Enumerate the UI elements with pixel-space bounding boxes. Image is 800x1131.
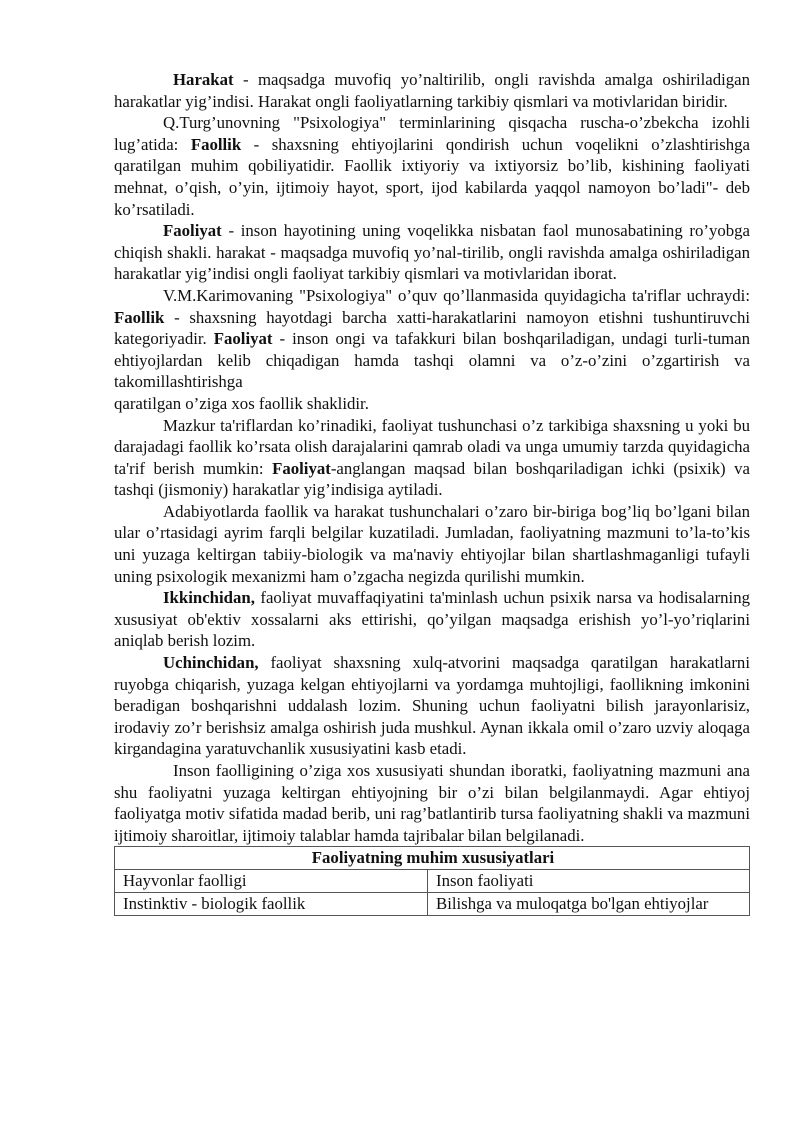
paragraph-text: Mazkur ta'riflardan ko’rinadiki, faoliyat tushunchasi o’z tarkibiga shaxsning u yoki bu darajadagi faollik ko’rsata olish darajalarini qamrab oladi va unga umumiy tarzda quyidagicha ta'rif berish mumkin:	[114, 415, 750, 478]
properties-table	[114, 846, 750, 916]
paragraph-text: qaratilgan o’ziga xos faollik shaklidir.	[114, 393, 369, 413]
bold-term: Uchinchidan,	[163, 653, 259, 673]
paragraph-text: V.M.Karimovaning "Psixologiya" o’quv qo’llanmasida quyidagicha ta'riflar uchraydi:	[163, 285, 750, 305]
paragraph-text: faoliyat muvaffaqiyatini ta'minlash uchun psixik narsa va hodisalarning xususiyat ob'ektiv xossalarni aks ettirishi, qo’yilgan maqsadga erishish yo’l-yo’riqlarini aniqlab berish lozim.	[114, 588, 750, 651]
table-cell: Inson faoliyati	[428, 870, 750, 893]
bold-term: Ikkinchidan,	[163, 588, 255, 608]
paragraph-text: - shaxsning ehtiyojlarini qondirish uchun voqelikni o’zlashtirishga qaratilgan muhim qobiliyatidir. Faollik ixtiyoriy va ixtiyorsiz bo’lib, kishining faoliyati mehnat, o’qish, o’yin, ijtimoiy hayot, sport, ijod kabilarda yaqqol namoyon bo’ladi"- deb ko’rsatiladi.	[114, 134, 750, 219]
paragraph-text: - inson hayotining uning voqelikka nisbatan faol munosabatining ro’yobga chiqish shakli. harakat - maqsadga muvofiq yo’nal-tirilib, ongli ravishda amalga oshiriladigan harakatlar yig’indisi ongli faoliyat tarkibiy qismlari va motivlaridan iborat.	[114, 221, 750, 284]
document-body	[114, 69, 750, 846]
paragraph-text: - shaxsning hayotdagi barcha xatti-harakatlarini namoyon etishni tushuntiruvchi kategoriyadir.	[114, 307, 750, 349]
bold-term: Faollik	[114, 307, 165, 327]
paragraph-p2	[114, 112, 750, 220]
paragraph-text: - maqsadga muvofiq yo’naltirilib, ongli ravishda amalga oshiriladigan harakatlar yig’indisi. Harakat ongli faoliyatlarning tarkibiy qismlari va motivlaridan biridir.	[114, 70, 750, 111]
paragraph-p4b	[114, 393, 750, 415]
bold-term: Faoliyat	[213, 329, 273, 349]
paragraph-p8	[114, 652, 750, 760]
table-row	[115, 893, 750, 916]
paragraph-text: - inson ongi va tafakkuri bilan boshqariladigan, undagi turli-tuman ehtiyojlardan kelib chiqadigan hamda tashqi olamni va o’z-o’zini o’zgartirish va takomillashtirishga	[114, 329, 751, 392]
table-cell: Hayvonlar faolligi	[115, 870, 428, 893]
table-cell: Bilishga va muloqatga bo'lgan ehtiyojlar	[428, 893, 750, 916]
paragraph-p5	[114, 415, 750, 501]
paragraph-p4	[114, 285, 750, 393]
paragraph-text: -anglangan maqsad bilan boshqariladigan ichki (psixik) va tashqi (jismoniy) harakatlar yig’indisiga aytiladi.	[114, 458, 750, 500]
bold-term: Harakat	[173, 70, 234, 89]
paragraph-p3	[114, 220, 750, 285]
table-cell: Instinktiv - biologik faollik	[115, 893, 428, 916]
paragraph-text: Inson faolligining o’ziga xos xususiyati shundan iboratki, faoliyatning mazmuni ana shu faoliyatni yuzaga keltirgan ehtiyojning bir o’zi bilan belgilanmaydi. Agar ehtiyoj faoliyatga motiv sifatida madad berib, uni rag’batlantirib tursa faoliyatning shakli va mazmuni ijtimoiy sharoitlar, ijtimoiy talablar hamda tajribalar bilan belgilanadi.	[114, 761, 750, 845]
paragraph-text: Adabiyotlarda faollik va harakat tushunchalari o’zaro bir-biriga bog’liq bo’lgani bilan ular o’rtasidagi ayrim farqli belgilar kuzatiladi. Jumladan, faoliyatning mazmuni to’la-to’kis uni yuzaga keltirgan tabiiy-biologik va ma'naviy ehtiyojlar bilan shartlashmaganligi tufayli uning psixologik mexanizmi ham o’zgacha negizda qurilishi mumkin.	[114, 501, 750, 586]
paragraph-text: Q.Turg’unovning "Psixologiya" terminlarining qisqacha ruscha-o’zbekcha izohli lug’atida:	[114, 113, 750, 154]
bold-term: Faoliyat	[163, 221, 222, 241]
table-header-row	[115, 847, 750, 870]
paragraph-p9	[114, 760, 750, 846]
bold-term: Faoliyat	[272, 458, 331, 478]
paragraph-p1	[114, 69, 750, 112]
table-row	[115, 870, 750, 893]
table-title: Faoliyatning muhim xususiyatlari	[115, 847, 750, 870]
paragraph-text: faoliyat shaxsning xulq-atvorini maqsadga qaratilgan harakatlarni ruyobga chiqarish, yuzaga kelgan ehtiyojlarni va yordamga muhtojligi, faollikning imkonini beradigan boshqarishni uddalash lozim. Shuning uchun faoliyatni bilish jarayonlarisiz, irodaviy zo’r berishsiz amalga oshirish juda mushkul. Aynan ikkala omil o’zaro uzviy aloqaga kirgandagina yaratuvchanlik xususiyatini kasb etadi.	[114, 653, 750, 759]
bold-term: Faollik	[190, 134, 242, 154]
paragraph-p7	[114, 587, 750, 652]
document-page	[114, 69, 750, 916]
paragraph-p6	[114, 501, 750, 587]
